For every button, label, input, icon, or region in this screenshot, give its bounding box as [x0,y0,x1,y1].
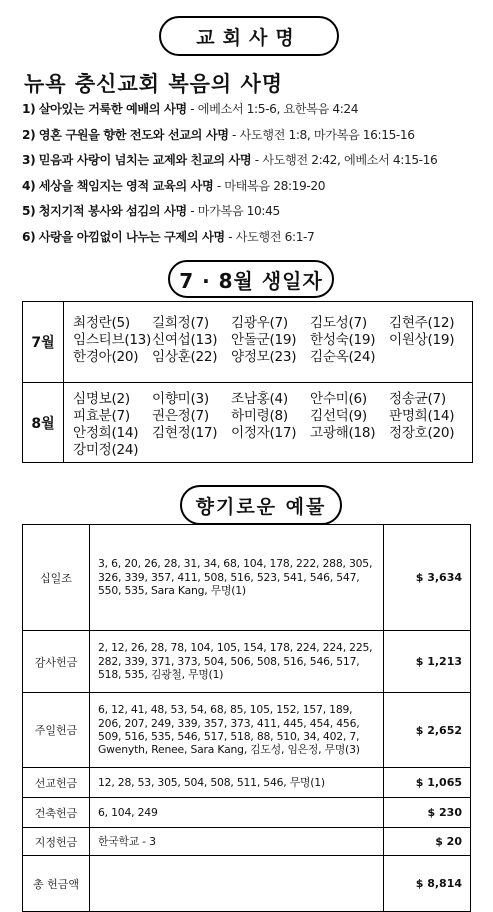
offering-amount: $ 1,065 [384,768,471,798]
offering-numbers [90,856,384,912]
offering-amount: $ 2,652 [384,693,471,768]
birthday-name: 권은정(7) [152,408,209,424]
offering-category: 감사헌금 [23,631,90,693]
birthday-name: 강미정(24) [73,442,139,458]
birthday-name: 길희정(7) [152,315,209,331]
offering-category: 건축헌금 [23,798,90,828]
mission-item: 6) 사랑을 아낌없이 나누는 구제의 사명 - 사도행전 6:1-7 [22,229,315,244]
birthday-row-august [23,383,472,462]
mission-list [22,100,482,253]
birthday-name: 안돌군(19) [231,332,297,348]
birthday-name: 김현정(17) [152,425,218,441]
month-label: 8월 [23,383,64,462]
mission-item: 2) 영혼 구원을 향한 전도와 선교의 사명 - 사도행전 1:8, 마가복음 16:15-16 [22,127,415,142]
birthday-table [22,301,473,463]
mission-item: 4) 세상을 책임지는 영적 교육의 사명 - 마태복음 28:19-20 [22,178,326,193]
offering-numbers: 6, 12, 41, 48, 53, 54, 68, 85, 105, 152, 157, 189, 206, 207, 249, 339, 357, 373, 411, 445, 454, 456, 509, 516, 535, 546, 517, 518, 88, 510, 34, 402, 7, Gwenyth, Renee, Sara Kang, 김도성, 임은정, 무명(3) [90,693,384,768]
mission-section-heading: 교회사명 [159,16,339,56]
birthday-name: 판명희(14) [389,408,455,424]
offering-amount: $ 20 [384,828,471,856]
birthday-name: 피효분(7) [73,408,130,424]
birthday-name: 안정희(14) [73,425,139,441]
offering-amount: $ 3,634 [384,525,471,631]
birthday-name-list [73,391,469,459]
birthday-name: 고광해(18) [310,425,376,441]
birthday-name-list [73,315,469,366]
offering-total-amount: $ 8,814 [384,856,471,912]
birthday-name: 김현주(12) [389,315,455,331]
mission-item: 3) 믿음과 사랑이 넘치는 교제와 친교의 사명 - 사도행전 2:42, 에베소서 4:15-16 [22,153,438,167]
offering-amount: $ 1,213 [384,631,471,693]
birthday-name: 하미령(8) [231,408,288,424]
birthday-name: 이향미(3) [152,391,209,407]
offering-numbers: 3, 6, 20, 26, 28, 31, 34, 68, 104, 178, 222, 288, 305, 326, 339, 357, 411, 508, 516, 523, 541, 546, 547, 550, 535, Sara Kang, 무명(1) [90,525,384,631]
birthday-name: 김도성(7) [310,315,367,331]
month-label: 7월 [23,302,64,382]
birthday-name: 신여섭(13) [152,332,218,348]
offering-row [23,798,471,828]
offering-numbers: 12, 28, 53, 305, 504, 508, 511, 546, 무명(1) [90,768,384,798]
birthday-name: 김선덕(9) [310,408,367,424]
birthday-name: 최정란(5) [73,315,130,331]
birthday-name: 조남홍(4) [231,391,288,407]
birthday-name: 양정모(23) [231,349,297,365]
offering-amount: $ 230 [384,798,471,828]
birthday-name: 김광우(7) [231,315,288,331]
birthday-name: 이정자(17) [231,425,297,441]
birthday-name: 김순옥(24) [310,349,376,365]
mission-item: 1) 살아있는 거룩한 예배의 사명 - 에베소서 1:5-6, 요한복음 4:24 [22,102,359,116]
birthday-name: 한경아(20) [73,349,139,365]
offering-total-label: 총 헌금액 [23,856,90,912]
offering-category: 선교헌금 [23,768,90,798]
offering-total-row [23,856,471,912]
offering-row [23,693,471,768]
offering-numbers: 한국학교 - 3 [90,828,384,856]
offering-category: 지정헌금 [23,828,90,856]
birthday-name: 심명보(2) [73,391,130,407]
birthday-name: 임스티브(13) [73,332,152,348]
mission-title: 뉴욕 충신교회 복음의 사명 [24,72,284,96]
offering-numbers: 2, 12, 26, 28, 78, 104, 105, 154, 178, 224, 224, 225, 282, 339, 371, 373, 504, 506, 508, 516, 546, 517, 518, 535, 김광철, 무명(1) [90,631,384,693]
offering-row [23,828,471,856]
birthday-name: 정송균(7) [389,391,446,407]
birthday-row-july [23,302,472,383]
offerings-section-heading: 향기로운 예물 [180,485,342,525]
birthday-name: 안수미(6) [310,391,367,407]
offering-row [23,631,471,693]
offering-row [23,768,471,798]
mission-item: 5) 청지기적 봉사와 섬김의 사명 - 마가복음 10:45 [22,204,280,218]
offering-numbers: 6, 104, 249 [90,798,384,828]
offering-row [23,525,471,631]
birthday-name: 한성숙(19) [310,332,376,348]
offering-category: 주일헌금 [23,693,90,768]
birthday-name: 이원상(19) [389,332,455,348]
birthday-name: 임상훈(22) [152,349,218,365]
offering-category: 십일조 [23,525,90,631]
birthday-section-heading: 7 · 8월 생일자 [168,260,334,298]
offerings-table [22,524,471,912]
birthday-name: 정장호(20) [389,425,455,441]
